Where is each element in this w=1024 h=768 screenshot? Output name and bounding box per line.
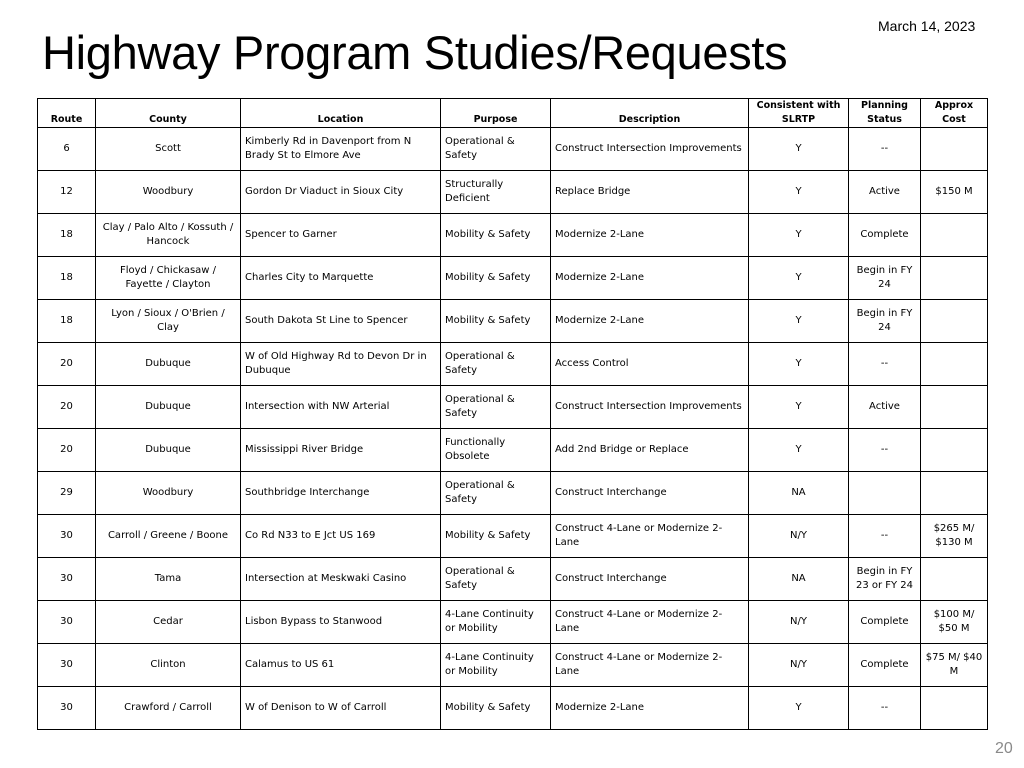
cell-consistent: N/Y	[749, 644, 849, 687]
cell-description: Construct Intersection Improvements	[551, 128, 749, 171]
cell-consistent: Y	[749, 386, 849, 429]
cell-county: Woodbury	[96, 472, 241, 515]
table-row	[38, 171, 988, 214]
table-row	[38, 429, 988, 472]
cell-route: 18	[38, 300, 96, 343]
cell-planning-status: Active	[849, 171, 921, 214]
table-row	[38, 300, 988, 343]
cell-approx-cost	[921, 128, 988, 171]
cell-location: Intersection at Meskwaki Casino	[241, 558, 441, 601]
cell-route: 29	[38, 472, 96, 515]
cell-location: Intersection with NW Arterial	[241, 386, 441, 429]
cell-approx-cost	[921, 343, 988, 386]
cell-planning-status: --	[849, 515, 921, 558]
cell-purpose: Mobility & Safety	[441, 214, 551, 257]
table-row	[38, 257, 988, 300]
cell-consistent: Y	[749, 429, 849, 472]
slide-number: 20	[995, 740, 1013, 757]
cell-county: Scott	[96, 128, 241, 171]
cell-planning-status: Complete	[849, 644, 921, 687]
cell-purpose: Operational & Safety	[441, 128, 551, 171]
cell-description: Construct 4-Lane or Modernize 2-Lane	[551, 515, 749, 558]
cell-location: South Dakota St Line to Spencer	[241, 300, 441, 343]
cell-description: Construct Intersection Improvements	[551, 386, 749, 429]
table-row	[38, 128, 988, 171]
cell-consistent: N/Y	[749, 515, 849, 558]
cell-purpose: Operational & Safety	[441, 343, 551, 386]
table-row	[38, 601, 988, 644]
table-row	[38, 214, 988, 257]
cell-county: Clinton	[96, 644, 241, 687]
cell-purpose: Mobility & Safety	[441, 300, 551, 343]
table-row	[38, 386, 988, 429]
cell-description: Access Control	[551, 343, 749, 386]
column-header-purpose: Purpose	[441, 99, 551, 128]
cell-county: Clay / Palo Alto / Kossuth / Hancock	[96, 214, 241, 257]
cell-approx-cost: $100 M/ $50 M	[921, 601, 988, 644]
cell-consistent: NA	[749, 558, 849, 601]
cell-planning-status: Begin in FY 23 or FY 24	[849, 558, 921, 601]
cell-purpose: 4-Lane Continuity or Mobility	[441, 644, 551, 687]
cell-purpose: Operational & Safety	[441, 472, 551, 515]
cell-consistent: Y	[749, 214, 849, 257]
cell-consistent: Y	[749, 687, 849, 730]
cell-description: Modernize 2-Lane	[551, 214, 749, 257]
cell-approx-cost	[921, 386, 988, 429]
cell-county: Cedar	[96, 601, 241, 644]
cell-consistent: Y	[749, 300, 849, 343]
cell-route: 20	[38, 429, 96, 472]
cell-purpose: Structurally Deficient	[441, 171, 551, 214]
cell-location: Co Rd N33 to E Jct US 169	[241, 515, 441, 558]
cell-county: Floyd / Chickasaw / Fayette / Clayton	[96, 257, 241, 300]
cell-consistent: NA	[749, 472, 849, 515]
cell-consistent: Y	[749, 171, 849, 214]
cell-location: Calamus to US 61	[241, 644, 441, 687]
cell-description: Construct 4-Lane or Modernize 2-Lane	[551, 644, 749, 687]
cell-description: Replace Bridge	[551, 171, 749, 214]
slide-date: March 14, 2023	[878, 18, 976, 34]
cell-location: Charles City to Marquette	[241, 257, 441, 300]
cell-planning-status: Complete	[849, 214, 921, 257]
cell-location: Gordon Dr Viaduct in Sioux City	[241, 171, 441, 214]
cell-planning-status: --	[849, 128, 921, 171]
cell-route: 30	[38, 515, 96, 558]
column-header-description: Description	[551, 99, 749, 128]
cell-county: Lyon / Sioux / O'Brien / Clay	[96, 300, 241, 343]
column-header-consistent: Consistent with SLRTP	[749, 99, 849, 128]
cell-purpose: Operational & Safety	[441, 386, 551, 429]
cell-location: W of Denison to W of Carroll	[241, 687, 441, 730]
cell-approx-cost	[921, 429, 988, 472]
cell-route: 30	[38, 601, 96, 644]
cell-description: Construct Interchange	[551, 472, 749, 515]
cell-route: 18	[38, 214, 96, 257]
cell-route: 6	[38, 128, 96, 171]
table-body	[38, 128, 988, 730]
cell-route: 20	[38, 343, 96, 386]
cell-approx-cost: $75 M/ $40 M	[921, 644, 988, 687]
column-header-county: County	[96, 99, 241, 128]
cell-county: Crawford / Carroll	[96, 687, 241, 730]
cell-location: Spencer to Garner	[241, 214, 441, 257]
cell-planning-status: Begin in FY 24	[849, 300, 921, 343]
table-row	[38, 515, 988, 558]
table-header-row	[38, 99, 988, 128]
cell-purpose: Mobility & Safety	[441, 257, 551, 300]
cell-purpose: Operational & Safety	[441, 558, 551, 601]
cell-approx-cost: $265 M/ $130 M	[921, 515, 988, 558]
cell-planning-status: Active	[849, 386, 921, 429]
cell-description: Modernize 2-Lane	[551, 300, 749, 343]
cell-location: Mississippi River Bridge	[241, 429, 441, 472]
cell-county: Tama	[96, 558, 241, 601]
cell-consistent: Y	[749, 128, 849, 171]
cell-approx-cost	[921, 472, 988, 515]
column-header-location: Location	[241, 99, 441, 128]
cell-description: Add 2nd Bridge or Replace	[551, 429, 749, 472]
cell-description: Construct 4-Lane or Modernize 2-Lane	[551, 601, 749, 644]
column-header-route: Route	[38, 99, 96, 128]
cell-purpose: Functionally Obsolete	[441, 429, 551, 472]
cell-county: Dubuque	[96, 386, 241, 429]
cell-county: Carroll / Greene / Boone	[96, 515, 241, 558]
cell-route: 18	[38, 257, 96, 300]
cell-county: Dubuque	[96, 343, 241, 386]
cell-route: 30	[38, 687, 96, 730]
cell-consistent: Y	[749, 257, 849, 300]
cell-location: Lisbon Bypass to Stanwood	[241, 601, 441, 644]
page-title: Highway Program Studies/Requests	[42, 26, 788, 79]
cell-description: Construct Interchange	[551, 558, 749, 601]
cell-location: Kimberly Rd in Davenport from N Brady St to Elmore Ave	[241, 128, 441, 171]
cell-consistent: N/Y	[749, 601, 849, 644]
cell-location: Southbridge Interchange	[241, 472, 441, 515]
cell-route: 30	[38, 644, 96, 687]
table-row	[38, 558, 988, 601]
table-row	[38, 343, 988, 386]
cell-approx-cost	[921, 687, 988, 730]
cell-location: W of Old Highway Rd to Devon Dr in Dubuque	[241, 343, 441, 386]
cell-planning-status	[849, 472, 921, 515]
cell-consistent: Y	[749, 343, 849, 386]
cell-planning-status: --	[849, 687, 921, 730]
cell-approx-cost	[921, 558, 988, 601]
cell-planning-status: --	[849, 429, 921, 472]
cell-approx-cost	[921, 257, 988, 300]
table-row	[38, 644, 988, 687]
cell-county: Dubuque	[96, 429, 241, 472]
studies-table	[37, 98, 988, 730]
cell-approx-cost	[921, 214, 988, 257]
cell-planning-status: Begin in FY 24	[849, 257, 921, 300]
cell-purpose: 4-Lane Continuity or Mobility	[441, 601, 551, 644]
cell-description: Modernize 2-Lane	[551, 687, 749, 730]
cell-county: Woodbury	[96, 171, 241, 214]
cell-description: Modernize 2-Lane	[551, 257, 749, 300]
cell-purpose: Mobility & Safety	[441, 515, 551, 558]
cell-planning-status: Complete	[849, 601, 921, 644]
cell-purpose: Mobility & Safety	[441, 687, 551, 730]
column-header-planning-status: Planning Status	[849, 99, 921, 128]
column-header-approx-cost: Approx Cost	[921, 99, 988, 128]
cell-approx-cost: $150 M	[921, 171, 988, 214]
table-row	[38, 472, 988, 515]
cell-planning-status: --	[849, 343, 921, 386]
cell-approx-cost	[921, 300, 988, 343]
cell-route: 30	[38, 558, 96, 601]
table-row	[38, 687, 988, 730]
cell-route: 20	[38, 386, 96, 429]
cell-route: 12	[38, 171, 96, 214]
